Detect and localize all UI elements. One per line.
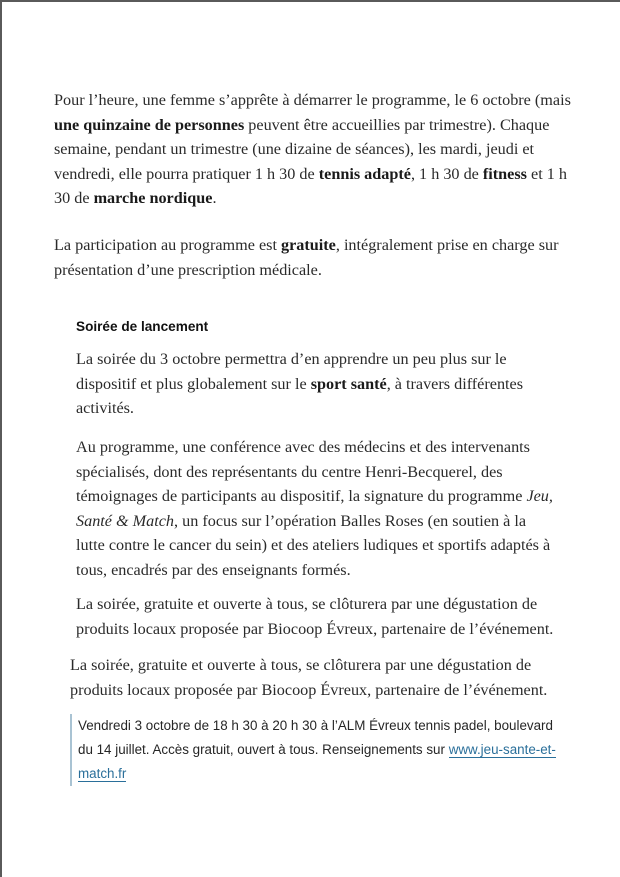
text: . [212,189,217,207]
text: , à travers différentes activités. [76,374,524,417]
italic-text: Jeu, Santé & Match [76,487,553,530]
paragraph-soiree-closing-duplicate: La soirée, gratuite et ouverte à tous, se clôturera par une dégustation de produits locaux proposée par Biocoop Évreux, partenaire de l’événement. [70,656,548,699]
text: La participation au programme est [54,236,281,254]
text: et 1 h 30 de [54,164,567,207]
paragraph-soiree-program [76,435,556,582]
text: , intégralement prise en charge sur présentation d’une prescription médicale. [54,236,559,279]
info-box [70,714,558,786]
paragraph-participation [54,233,574,282]
text: Pour l’heure, une femme s’apprête à démarrer le programme, le 6 octobre (mais [54,91,571,109]
text: Au programme, une conférence avec des médecins et des intervenants spécialisés, dont des représentants du centre Henri-Becquerel, des témoignages de participants au dispositif, la signature du programme [76,438,530,505]
paragraph-program-intro [54,88,574,211]
paragraph-soiree-intro [76,347,546,421]
section-heading: Soirée de lancement [76,319,209,334]
text: La soirée du 3 octobre permettra d’en apprendre un peu plus sur le dispositif et plus globalement sur le [76,350,507,393]
website-link[interactable]: www.jeu-sante-et-match.fr [78,742,556,781]
text: , un focus sur l’opération Balles Roses (en soutien à la lutte contre le cancer du sein) et des ateliers ludiques et sportifs adaptés à tous, encadrés par des enseignants formés. [76,511,551,579]
paragraph-soiree-closing: La soirée, gratuite et ouverte à tous, se clôturera par une dégustation de produits locaux proposée par Biocoop Évreux, partenaire de l’événement. [76,595,554,638]
bold-text: marche nordique [93,189,213,207]
bold-text: une quinzaine de personnes [54,115,245,134]
text: peuvent être accueillies par trimestre). Chaque semaine, pendant un trimestre (une dizaine de séances), les mardi, jeudi et vendredi, elle pourra pratiquer 1 h 30 de [54,115,550,183]
bold-text: sport santé [310,374,387,393]
bold-text: gratuite [281,236,336,254]
info-text: Vendredi 3 octobre de 18 h 30 à 20 h 30 à l’ALM Évreux tennis padel, boulevard du 14 juillet. Accès gratuit, ouvert à tous. Renseignements sur [78,718,553,757]
bold-text: tennis adapté [318,164,411,183]
bold-text: fitness [482,164,527,183]
text: , 1 h 30 de [410,164,483,183]
